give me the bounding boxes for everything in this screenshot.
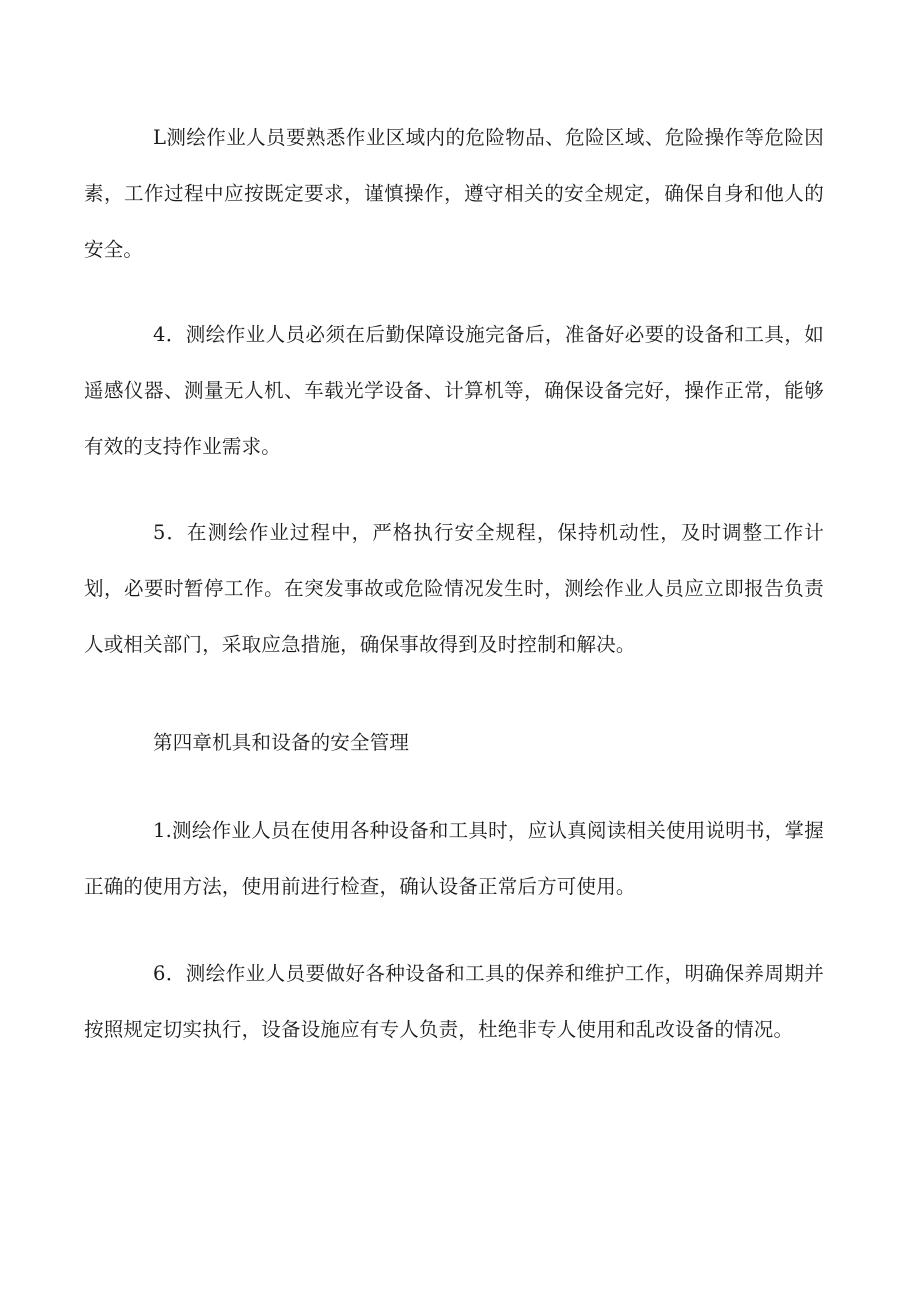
chapter-heading: 第四章机具和设备的安全管理 xyxy=(153,731,410,754)
paragraph-equipment-maintenance: 6．测绘作业人员要做好各种设备和工具的保养和维护工作，明确保养周期并按照规定切实执行，设备设施应有专人负责，杜绝非专人使用和乱改设备的情况。 xyxy=(84,962,824,1041)
paragraph-hazard-awareness: L测绘作业人员要熟悉作业区域内的危险物品、危险区域、危险操作等危险因素，工作过程中应按既定要求，谨慎操作，遵守相关的安全规定，确保自身和他人的安全。 xyxy=(84,126,824,261)
paragraph-equipment-preparation: 4．测绘作业人员必须在后勤保障设施完备后，准备好必要的设备和工具，如遥感仪器、测量无人机、车载光学设备、计算机等，确保设备完好，操作正常，能够有效的支持作业需求。 xyxy=(84,323,824,458)
paragraph-equipment-usage: 1.测绘作业人员在使用各种设备和工具时，应认真阅读相关使用说明书，掌握正确的使用方法，使用前进行检查，确认设备正常后方可使用。 xyxy=(84,819,824,898)
paragraph-safety-procedures: 5．在测绘作业过程中，严格执行安全规程，保持机动性，及时调整工作计划，必要时暂停工作。在突发事故或危险情况发生时，测绘作业人员应立即报告负责人或相关部门，采取应急措施，确保事故得到及时控制和解决。 xyxy=(84,521,824,656)
